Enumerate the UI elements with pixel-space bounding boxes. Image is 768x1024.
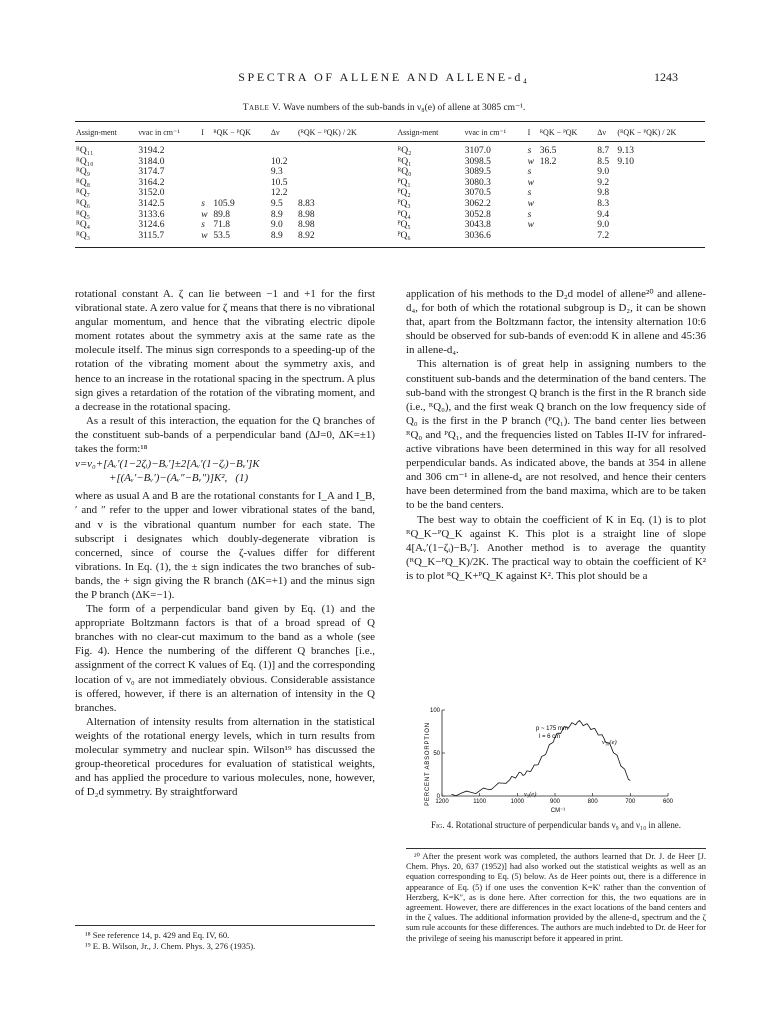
table-cell: s — [201, 198, 205, 209]
left-footnotes — [75, 925, 375, 951]
left-column — [75, 287, 375, 799]
table-cell: 3070.5 — [464, 188, 491, 199]
x-tick-label: 1200 — [435, 799, 449, 805]
table-cell — [297, 178, 385, 189]
data-table-wrapper — [75, 121, 705, 248]
table-row — [75, 167, 705, 178]
table-row — [75, 220, 705, 231]
x-tick-label: 700 — [625, 799, 636, 805]
running-title: SPECTRA OF ALLENE AND ALLENE-d₄ — [238, 70, 530, 84]
table-cell: 36.5 — [539, 146, 557, 156]
table-caption-label: Table V. — [242, 103, 281, 113]
table-cell — [200, 188, 212, 199]
table-header-cell: (ᴿQK − ᴾQK) / 2K — [617, 128, 677, 137]
right-paragraph-1: application of his methods to the D₂d model of allene²⁰ and allene-d₄, for both of which the rotational subgroup is D₂, it can be shown that, apart from the Boltzmann factor, the intensity alternation 10:6 should be observed for sub-bands of even:odd K in allene and 45:36 in allene-d₄. — [406, 288, 706, 357]
plot-frame — [442, 710, 668, 796]
figure-4 — [406, 704, 706, 814]
length-annotation: l = 6 cm — [539, 734, 561, 740]
table-cell — [270, 142, 297, 157]
table-header-cell: Δν — [270, 128, 280, 137]
table-cell: 3164.2 — [138, 177, 165, 188]
table-cell — [200, 142, 212, 157]
table-cell: 9.5 — [270, 198, 283, 209]
table-cell: 8.98 — [297, 209, 315, 220]
table-row — [75, 231, 705, 248]
left-paragraph-3: where as usual A and B are the rotational constants for I_A and I_B, ′ and ″ refer to the upper and lower vibrational states of the band, and v is the vibrational quantum number for each state. The subscript i designates which doubly-degenerate vibration is concerned, since of course the ζ-values differ for different vibrations. In Eq. (1), the ± sign indicates the two branches of sub-bands, the + sign giving the R branch (ΔK=+1) and the minus sign the P branch (ΔK=−1). — [75, 490, 375, 601]
table-cell: 7.2 — [597, 230, 610, 241]
table-cell: ᴿQ₈ — [76, 177, 91, 188]
table-cell: w — [527, 198, 535, 209]
table-cell — [616, 210, 705, 221]
table-cell: ᴿQ₁₀ — [76, 156, 94, 167]
pressure-annotation: p ~ 175 mm — [536, 726, 568, 732]
table-cell: 3043.8 — [464, 220, 491, 231]
table-cell — [539, 231, 596, 248]
y-tick-label: 100 — [429, 708, 440, 714]
table-header-cell: νvac in cm⁻¹ — [464, 128, 507, 137]
nu10-label: ν₁₀(e) — [602, 739, 617, 746]
table-cell: ᴾQ₁ — [397, 177, 411, 188]
equation-1-line-2: +[(Aᵥ′−Bᵥ′)−(Aᵥ″−Bᵥ″)]K², (1) — [109, 472, 249, 485]
table-cell — [539, 167, 596, 178]
table-row — [75, 188, 705, 199]
table-body — [75, 142, 705, 248]
table-cell — [212, 167, 269, 178]
table-cell: 12.2 — [270, 188, 288, 199]
table-cell: ᴾQ₂ — [397, 188, 411, 199]
table-cell: w — [201, 230, 208, 241]
table-cell: ᴾQ₃ — [397, 198, 411, 209]
table-cell: w — [201, 209, 208, 220]
table-header-cell: I — [201, 128, 204, 137]
y-tick-label: 50 — [433, 751, 440, 757]
table-cell: 3184.0 — [138, 156, 165, 167]
table-cell: w — [527, 156, 535, 167]
table-cell: 8.92 — [297, 230, 315, 241]
table-cell: 71.8 — [213, 220, 231, 231]
table-row — [75, 199, 705, 210]
table-bottom-rule — [75, 247, 705, 248]
table-cell: s — [527, 146, 532, 156]
y-axis-label: PERCENT ABSORPTION — [425, 722, 431, 806]
table-cell: ᴿQ₃ — [76, 230, 91, 241]
table-cell: s — [527, 209, 532, 220]
y-tick-label: 0 — [436, 794, 440, 800]
plot-ticks — [430, 708, 674, 805]
table-cell: 8.83 — [297, 198, 315, 209]
table-cell — [616, 231, 705, 248]
table-cell: 3124.6 — [138, 220, 165, 231]
table-cell: 9.4 — [597, 209, 610, 220]
table-cell: 3062.2 — [464, 198, 491, 209]
table-cell: 10.5 — [270, 177, 288, 188]
table-header-cell: I — [527, 128, 531, 137]
table-cell: 8.5 — [597, 156, 610, 167]
table-cell: 8.9 — [270, 209, 283, 220]
table-cell: 8.98 — [297, 220, 315, 231]
table-cell: 3115.7 — [138, 230, 165, 241]
table-cell — [200, 178, 212, 189]
table-header-cell: ᴿQK − ᴾQK — [213, 128, 251, 137]
left-paragraph-4: The form of a perpendicular band given by Eq. (1) and the appropriate Boltzmann factors is that of a broad spread of Q branches with no clear-cut maximum to the band as a whole (see Fig. 4). Hence the numbering of the different Q branches [i.e., assignment of the correct K values of Eq. (1)] and the corresponding location of ν₀ are not immediately obvious. Considerable assistance is offered, however, if there is an alternation of intensity in the Q branches. — [75, 603, 375, 714]
table-header-row — [75, 122, 705, 142]
table-cell: 53.5 — [213, 230, 231, 241]
table-cell — [539, 220, 596, 231]
table-cell: ᴾQ₆ — [397, 230, 411, 241]
table-cell: 8.7 — [597, 146, 610, 156]
table-cell — [616, 167, 705, 178]
figure-caption-label: Fig. 4. — [431, 820, 454, 830]
table-cell: 3052.8 — [464, 209, 491, 220]
footnote-19: ¹⁹ E. B. Wilson, Jr., J. Chem. Phys. 3, 276 (1935). — [85, 940, 256, 951]
table-cell — [297, 188, 385, 199]
table-cell: ᴿQ₉ — [76, 167, 91, 178]
figure-caption — [406, 820, 706, 831]
table-cell: ᴿQ₁ — [397, 156, 412, 167]
x-tick-label: 600 — [662, 799, 674, 805]
left-paragraph-2: As a result of this interaction, the equation for the Q branches of the constituent sub-bands of a perpendicular band (ΔJ=0, ΔK=±1) takes the form:¹⁸ — [75, 414, 375, 456]
table-cell: 8.9 — [270, 230, 283, 241]
table-cell: w — [527, 220, 535, 231]
table-cell: 8.3 — [597, 198, 610, 209]
x-tick-label: 1000 — [510, 799, 525, 805]
equation-1-line-1: ν=ν₀+[Aᵥ′(1−2ζᵢ)−Bᵥ′]±2[Aᵥ′(1−ζᵢ)−Bᵥ′]K — [75, 458, 260, 471]
table-cell: 3142.5 — [138, 198, 165, 209]
table-row — [75, 178, 705, 189]
footnote-20-text: ²⁰ After the present work was completed, the authors learned that Dr. J. de Heer [J. Chem. Phys. 20, 637 (1952)] had also worked out the statistical weights as well as an equation corresponding to Eq. (5) below. As de Heer points out, there is a difference in appearance of Eq. (5) if one uses the convention K=K′ rather than the convention of Herzberg, K=K″, as is done here. After correction for this, the two equations are in agreement. However, there are differences in the exact locations of the band centers and in the ζ values. The additional information provided by the allene-d₄ spectrum and the ζ sum rule accounts for these differences. The authors are much indebted to Dr. de Heer for the privilege of seeing his manuscript before it appeared in print. — [406, 852, 706, 943]
table-cell: 9.3 — [270, 167, 283, 178]
table-caption — [0, 102, 768, 113]
table-cell — [616, 188, 705, 199]
table-cell: ᴾQ₄ — [397, 209, 411, 220]
spectrum-plot — [406, 704, 706, 814]
table-cell: 3036.6 — [464, 230, 491, 241]
table-cell — [616, 178, 705, 189]
table-header-cell: Assign-ment — [397, 128, 439, 137]
table-cell: 3133.6 — [138, 209, 165, 220]
table-cell: 3098.5 — [464, 156, 491, 167]
table-cell: 9.13 — [617, 146, 635, 156]
table-cell: 3089.5 — [464, 167, 491, 178]
table-cell — [212, 178, 269, 189]
table-cell — [297, 167, 385, 178]
table-cell: 9.0 — [597, 220, 610, 231]
x-tick-label: 800 — [587, 799, 598, 805]
table-row — [75, 157, 705, 168]
table-cell: ᴿQ₆ — [76, 198, 91, 209]
footnote-20 — [406, 848, 706, 944]
table-cell — [212, 142, 269, 157]
left-paragraph-1: rotational constant A. ζ can lie between −1 and +1 for the first vibrational state. A zero value for ζ means that there is no vibrational angular momentum, and hence that the vibrating electric dipole moment rotates about the symmetry axis at the same rate as the molecule itself. The minus sign corresponds to a speeding-up of the rotation of the vibrating moment about the symmetry axis, and hence to an increase in the rotational spacing in the spectrum. A plus sign gives a retardation of the rotation of the vibrating moment, and a decrease in the rotational spacing. — [75, 288, 375, 413]
table-cell: ᴿQ₇ — [76, 188, 91, 199]
table-cell: 9.2 — [597, 177, 610, 188]
table-header-cell: Assign-ment — [76, 128, 117, 137]
table-header-cell: Δν — [597, 128, 607, 137]
table-cell: 3080.3 — [464, 177, 491, 188]
table-cell — [527, 231, 539, 248]
figure-caption-text: Rotational structure of perpendicular bands ν₉ and ν₁₀ in allene. — [455, 820, 681, 830]
x-tick-label: 1100 — [473, 799, 487, 805]
table-cell: 9.8 — [597, 188, 610, 199]
table-cell — [539, 178, 596, 189]
table-caption-text: Wave numbers of the sub-bands in ν₈(e) of allene at 3085 cm⁻¹. — [283, 103, 526, 113]
table-cell: w — [527, 177, 535, 188]
x-tick-label: 900 — [549, 799, 561, 805]
right-paragraph-3: The best way to obtain the coefficient of K in Eq. (1) is to plot ᴿQ_K−ᴾQ_K against K. This plot is a straight line of slope 4[Aᵥ′(1−ζᵢ)−Bᵥ′]. Another method is to average the quantity (ᴿQ_K−ᴾQ_K)/2K. The practical way to obtain the coefficient of K² is to plot ᴿQ_K+ᴾQ_K against K². This plot should be a — [406, 513, 706, 582]
table-cell: ᴿQ₂ — [397, 146, 412, 156]
table-cell: ᴿQ₅ — [76, 209, 91, 220]
table-cell: ᴿQ₁₁ — [76, 146, 94, 156]
table-cell: 3152.0 — [138, 188, 165, 199]
plot-axes — [442, 710, 668, 796]
data-table — [75, 121, 705, 247]
table-row — [75, 142, 705, 157]
table-header-cell: (ᴿQK − ᴾQK) / 2K — [297, 128, 357, 137]
page-number: 1243 — [654, 70, 678, 84]
table-cell: 3174.7 — [138, 167, 165, 178]
table-cell: s — [527, 188, 532, 199]
footnote-18: ¹⁸ See reference 14, p. 429 and Eq. IV, 60. — [85, 930, 230, 940]
table-cell: 9.0 — [270, 220, 283, 231]
left-paragraph-5: Alternation of intensity results from alternation in the statistical weights of the rotational energy levels, which in turn results from molecular symmetry and nuclear spin. Wilson¹⁹ has discussed the group-theoretical procedures for evaluation of statistical weights, and has applied the procedure to various molecules, none, however, of D₂d symmetry. By straightforward — [75, 715, 375, 799]
table-cell: s — [201, 220, 205, 231]
x-axis-unit: CM⁻¹ — [550, 808, 566, 814]
table-cell: ᴾQ₅ — [397, 220, 411, 231]
table-header-cell: νvac in cm⁻¹ — [138, 128, 180, 137]
table-cell — [200, 157, 212, 168]
nu9-label: ν₉(e) — [524, 791, 537, 798]
table-cell: ᴿQ₄ — [76, 220, 91, 231]
right-column — [406, 287, 706, 583]
table-cell: 3194.2 — [138, 146, 165, 156]
table-header-cell: ᴿQK − ᴾQK — [539, 128, 578, 137]
table-cell: 105.9 — [213, 198, 235, 209]
table-cell: 3107.0 — [464, 146, 491, 156]
table-cell — [616, 199, 705, 210]
table-cell — [539, 199, 596, 210]
table-cell — [297, 142, 385, 157]
table-cell: 18.2 — [539, 156, 557, 167]
table-cell — [616, 220, 705, 231]
table-cell: 89.8 — [213, 209, 231, 220]
table-cell — [212, 188, 269, 199]
table-cell: s — [527, 167, 532, 178]
table-cell — [539, 188, 596, 199]
right-paragraph-2: This alternation is of great help in assigning numbers to the constituent sub-bands and the determination of the band centers. The sub-band with the strongest Q branch is the first in the R branch side (i.e., ᴿQ₀), and the first weak Q branch on the low frequency side of Q₀ is the first in the P branch (ᴾQ₁). The band center lies between ᴿQ₀ and ᴾQ₁, and the frequencies listed on Tables II-IV for infrared-active vibrations have been determined in this way for all resolved perpendicular bands. As indicated above, the bands at 354 in allene and 306 cm⁻¹ in allene-d₄ are not resolved, and hence their centers have been determined from the band maxima, which are to be taken to be the band centers. — [406, 358, 706, 512]
table-cell: 9.0 — [597, 167, 610, 178]
table-row — [75, 210, 705, 221]
table-cell — [212, 157, 269, 168]
table-cell: 10.2 — [270, 156, 288, 167]
table-cell: ᴿQ₀ — [397, 167, 412, 178]
table-cell — [539, 210, 596, 221]
table-cell — [200, 167, 212, 178]
table-cell: 9.10 — [617, 156, 635, 167]
table-cell — [297, 157, 385, 168]
